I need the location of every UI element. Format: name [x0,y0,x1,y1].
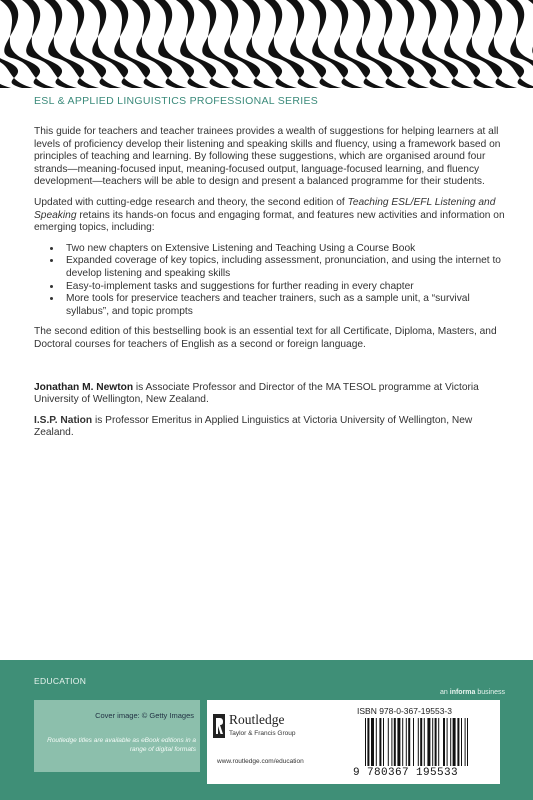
barcode [363,718,489,766]
blurb-paragraph-3: The second edition of this bestselling book is an essential text for all Certificate, Diploma, Masters, and Doctoral courses for teachers of English as a second or foreign language. [34,326,497,350]
feature-list [34,243,506,319]
series-title: ESL & APPLIED LINGUISTICS PROFESSIONAL SERIES [34,95,319,107]
cover-image-credit: Cover image: © Getty Images [95,711,194,720]
publisher-name: Routledge [229,712,285,727]
list-item: • Two new chapters on Extensive Listening and Teaching Using a Course Book [62,243,506,256]
publisher-url: www.routledge.com/education [217,758,304,765]
cover-credit-box [34,700,200,772]
author-bio-nation: I.S.P. Nation is Professor Emeritus in Applied Linguistics at Victoria University of Wellington, New Zealand. [34,414,473,439]
blurb-paragraph-1: This guide for teachers and teacher trainees provides a wealth of suggestions for helping learners at all levels of proficiency develop their listening and speaking skills and fluency, using a framework based on principles of teaching and learning. By following these suggestions, which are organised around four strands—meaning-focused input, meaning-focused output, language-focused learning, and fluency development—teachers will be able to design and present a balanced programme for their students. [34,126,501,188]
barcode-digits: 9 780367 195533 [353,767,459,779]
publisher-barcode-panel [207,700,500,784]
list-item: • Expanded coverage of key topics, including assessment, pronunciation, and using the internet to develop listening and speaking skills [62,255,506,280]
book-title: Teaching ESL/EFL Listening and Speaking [34,196,496,221]
footer-band [0,660,533,800]
author-name: I.S.P. Nation [34,414,93,426]
zebra-stripe-banner [0,0,533,88]
isbn-label: ISBN 978-0-367-19553-3 [357,706,452,716]
informa-business-label: an informa business [440,689,505,696]
author-bio-newton: Jonathan M. Newton is Associate Professor and Director of the MA TESOL programme at Victoria University of Wellington, New Zealand. [34,381,479,406]
routledge-logo-icon [213,714,225,738]
list-item: • More tools for preservice teachers and teacher trainers, such as a sample unit, a “survival syllabus”, and topic prompts [62,293,506,318]
back-cover-blurb [34,126,506,448]
list-item: • Easy-to-implement tasks and suggestions for further reading in every chapter [62,281,506,294]
category-label: EDUCATION [34,676,87,686]
author-name: Jonathan M. Newton [34,381,134,393]
blurb-paragraph-2: Updated with cutting-edge research and theory, the second edition of Teaching ESL/EFL Listening and Speaking retains its hands-on focus and engaging format, and features new activities and information on emerging topics, including: [34,196,505,234]
ebook-availability-note: Routledge titles are available as eBook editions in a range of digital formats [47,737,196,753]
publisher-group: Taylor & Francis Group [229,730,296,737]
